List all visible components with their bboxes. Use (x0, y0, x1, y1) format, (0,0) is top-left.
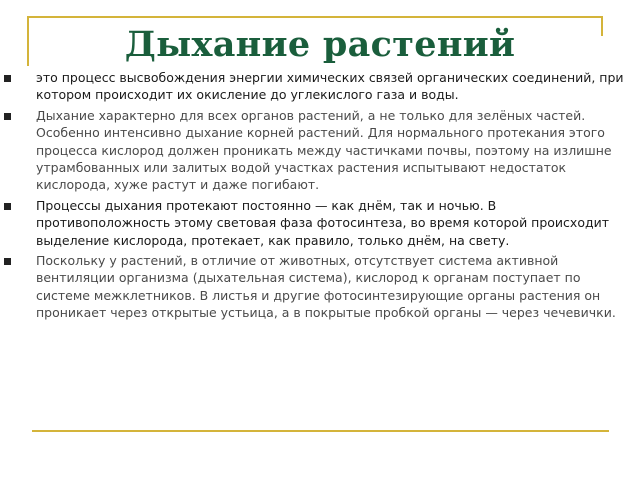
square-bullet-icon (4, 113, 11, 120)
bullet-text: Поскольку у растений, в отличие от животных, отсутствует система активной вентиляции организма (дыхательная система), кислород к органам поступает по системе межклетников. В листья и другие фотосинтезирующие органы растения он проникает через открытые устьица, а в покрытые пробкой органы — через чечевички. (36, 253, 616, 321)
square-bullet-icon (4, 258, 11, 265)
bullet-text: это процесс высвобождения энергии химических связей органических соединений, при котором происходит их окисление до углекислого газа и воды. (36, 70, 624, 103)
square-bullet-icon (4, 203, 11, 210)
bullet-item (4, 69, 628, 104)
slide-title: Дыхание растений (124, 24, 516, 65)
bullet-text: Процессы дыхания протекают постоянно — как днём, так и ночью. В противоположность этому световая фаза фотосинтеза, во время которой происходит выделение кислорода, протекает, как правило, только днём, на свету. (36, 197, 610, 248)
frame-top-line (27, 16, 603, 18)
bullet-list (4, 69, 628, 325)
frame-bottom-line (32, 430, 609, 432)
square-bullet-icon (4, 75, 11, 82)
bullet-item (4, 107, 628, 194)
bullet-text: Дыхание характерно для всех органов растений, а не только для зелёных частей. Особенно интенсивно дыхание корней растений. Для нормального протекания этого процесса кислород должен проникать между частичками почвы, поэтому на излишне утрамбованных или залитых водой участках растения испытывают недостаток кислорода, хуже растут и даже погибают. (36, 107, 612, 193)
bullet-item (4, 252, 628, 322)
bullet-item (4, 197, 628, 249)
